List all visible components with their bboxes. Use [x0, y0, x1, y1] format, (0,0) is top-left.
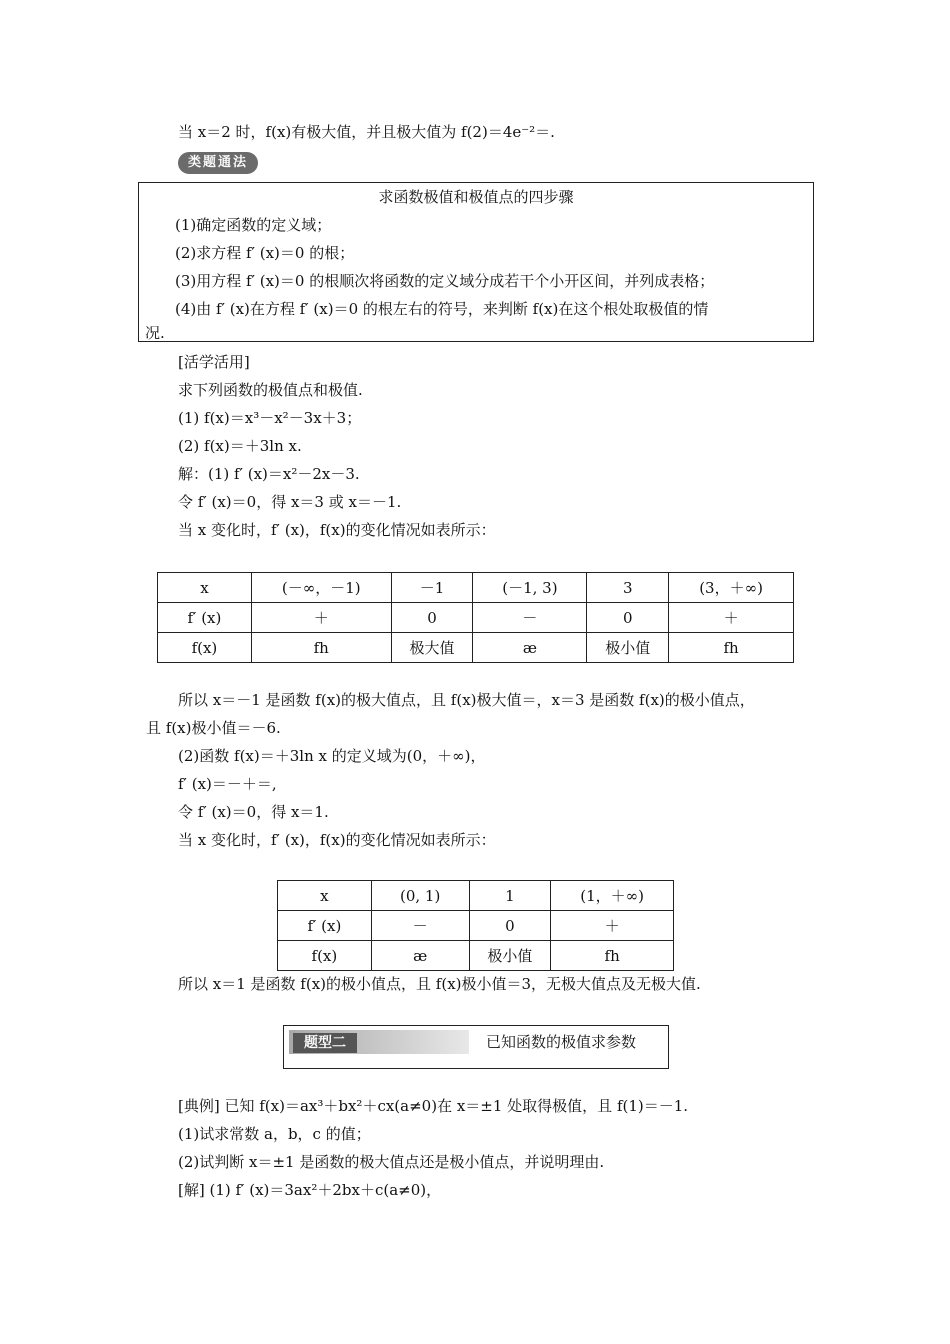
table-row — [278, 881, 674, 911]
table-cell: (3，＋∞) — [669, 573, 794, 603]
question-2: (2) f(x)＝＋3ln x. — [178, 437, 302, 455]
table-cell: ＋ — [551, 911, 674, 941]
table-cell: fh — [551, 941, 674, 971]
example-line: [典例] 已知 f(x)＝ax³＋bx²＋cx(a≠0)在 x＝±1 处取得极值，且 f(1)＝－1. — [178, 1097, 689, 1115]
table-cell: æ — [371, 941, 469, 971]
section-banner — [283, 1025, 669, 1069]
table-cell: fh — [669, 633, 794, 663]
table-cell: x — [158, 573, 252, 603]
method-step: (4)由 f′ (x)在方程 f′ (x)＝0 的根左右的符号，来判断 f(x)在这个根处取极值的情 — [175, 300, 709, 318]
table-row — [158, 633, 794, 663]
example-line: [解] (1) f′ (x)＝3ax²＋2bx＋c(a≠0)， — [178, 1181, 442, 1199]
solution-line: 令 f′ (x)＝0，得 x＝3 或 x＝－1. — [178, 493, 402, 511]
table-cell: 极小值 — [587, 633, 669, 663]
method-step: 况. — [145, 324, 165, 342]
method-title: 求函数极值和极值点的四步骤 — [378, 188, 574, 206]
practice-label: [活学活用] — [178, 353, 250, 371]
table-cell: 极大值 — [391, 633, 473, 663]
table-row — [158, 573, 794, 603]
banner-label: 题型二 — [293, 1033, 357, 1053]
practice-prompt: 求下列函数的极值点和极值. — [178, 381, 363, 399]
table-cell: (1，＋∞) — [551, 881, 674, 911]
table-row — [278, 911, 674, 941]
table-cell: － — [371, 911, 469, 941]
variation-table-2 — [277, 880, 674, 971]
solution-line: 当 x 变化时，f′ (x)，f(x)的变化情况如表所示： — [178, 831, 496, 849]
method-badge: 类题通法 — [178, 152, 258, 174]
conclusion-line: 且 f(x)极小值＝－6. — [146, 719, 281, 737]
variation-table-1 — [157, 572, 794, 663]
table-cell: f′ (x) — [278, 911, 372, 941]
table-cell: 极小值 — [469, 941, 551, 971]
method-step: (3)用方程 f′ (x)＝0 的根顺次将函数的定义域分成若干个小开区间，并列成表格； — [175, 272, 715, 290]
table-cell: (－1, 3) — [473, 573, 587, 603]
banner-title: 已知函数的极值求参数 — [486, 1033, 637, 1051]
solution-line: 当 x 变化时，f′ (x)，f(x)的变化情况如表所示： — [178, 521, 496, 539]
table-cell: － — [473, 603, 587, 633]
method-step: (2)求方程 f′ (x)＝0 的根； — [175, 244, 355, 262]
method-box — [138, 182, 814, 342]
solution-line: f′ (x)＝－＋＝, — [178, 775, 277, 793]
question-1: (1) f(x)＝x³－x²－3x＋3； — [178, 409, 362, 427]
table-cell: 3 — [587, 573, 669, 603]
table-cell: 0 — [469, 911, 551, 941]
table-cell: ＋ — [251, 603, 391, 633]
table-cell: －1 — [391, 573, 473, 603]
example-line: (2)试判断 x＝±1 是函数的极大值点还是极小值点，并说明理由. — [178, 1153, 605, 1171]
table-cell: (0, 1) — [371, 881, 469, 911]
solution-line: 解：(1) f′ (x)＝x²－2x－3. — [178, 465, 360, 483]
table-cell: 0 — [391, 603, 473, 633]
banner-graphic — [289, 1030, 469, 1054]
table-row — [158, 603, 794, 633]
table-cell: f(x) — [158, 633, 252, 663]
table-row — [278, 941, 674, 971]
method-step: (1)确定函数的定义域； — [175, 216, 332, 234]
table-cell: 0 — [587, 603, 669, 633]
table-cell: 1 — [469, 881, 551, 911]
example-line: (1)试求常数 a，b，c 的值； — [178, 1125, 371, 1143]
table-cell: fh — [251, 633, 391, 663]
conclusion-line: 所以 x＝1 是函数 f(x)的极小值点，且 f(x)极小值＝3，无极大值点及无极大值. — [178, 975, 701, 993]
conclusion-line: 所以 x＝－1 是函数 f(x)的极大值点，且 f(x)极大值＝，x＝3 是函数 f(x)的极小值点， — [178, 691, 755, 709]
solution-line: (2)函数 f(x)＝＋3ln x 的定义域为(0，＋∞)， — [178, 747, 486, 765]
table-cell: f′ (x) — [158, 603, 252, 633]
table-cell: x — [278, 881, 372, 911]
table-cell: æ — [473, 633, 587, 663]
solution-line: 令 f′ (x)＝0，得 x＝1. — [178, 803, 329, 821]
table-cell: f(x) — [278, 941, 372, 971]
table-cell: (－∞，－1) — [251, 573, 391, 603]
table-cell: ＋ — [669, 603, 794, 633]
intro-text: 当 x＝2 时，f(x)有极大值，并且极大值为 f(2)＝4e⁻²＝. — [178, 123, 555, 141]
